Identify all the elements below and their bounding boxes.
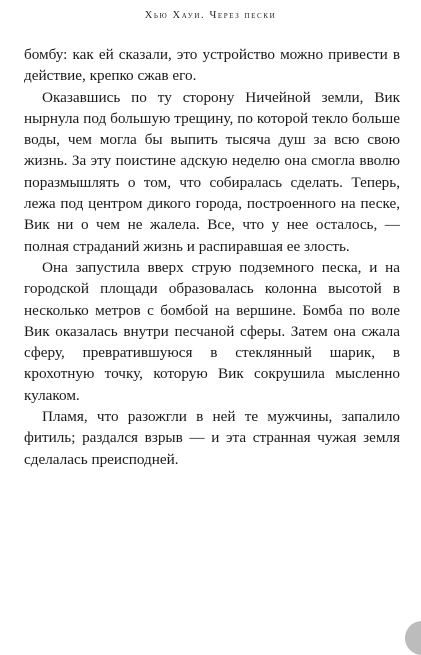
paragraph-2: Оказавшись по ту сторону Ничейной земли, Вик нырнула под большую трещину, по которой текло больше воды, чем могла бы выпить тысяча душ за всю свою жизнь. За эту поистине адскую неделю она смогла вволю поразмышлять о том, что собиралась сделать. Теперь, лежа под центром дикого города, построенного на песке, Вик ни о чем не жалела. Все, что у нее осталось, — полная страданий жизнь и распиравшая ее злость. [24,88,400,255]
running-head: Хью Хауи. Через пески [144,10,277,21]
paragraph-3: Она запустила вверх струю подземного песка, и на городской площади образовалась колонна высотой в несколько метров с бомбой на вершине. Бомба по воле Вик оказалась внутри песчаной сферы. Затем она сжала сферу, превратившуюся в стеклянный шарик, в крохотную точку, которую Вик сокрушила мысленно кулаком. [24,258,400,404]
paragraph-4: Пламя, что разожгли в ней те мужчины, запалило фитиль; раздался взрыв — и эта странная чужая земля сделалась преисподней. [24,408,400,468]
body-text [24,44,400,470]
page-corner-mark [405,621,421,655]
paragraph-1: бомбу: как ей сказали, это устройство можно привести в действие, крепко сжав его. [24,46,400,85]
